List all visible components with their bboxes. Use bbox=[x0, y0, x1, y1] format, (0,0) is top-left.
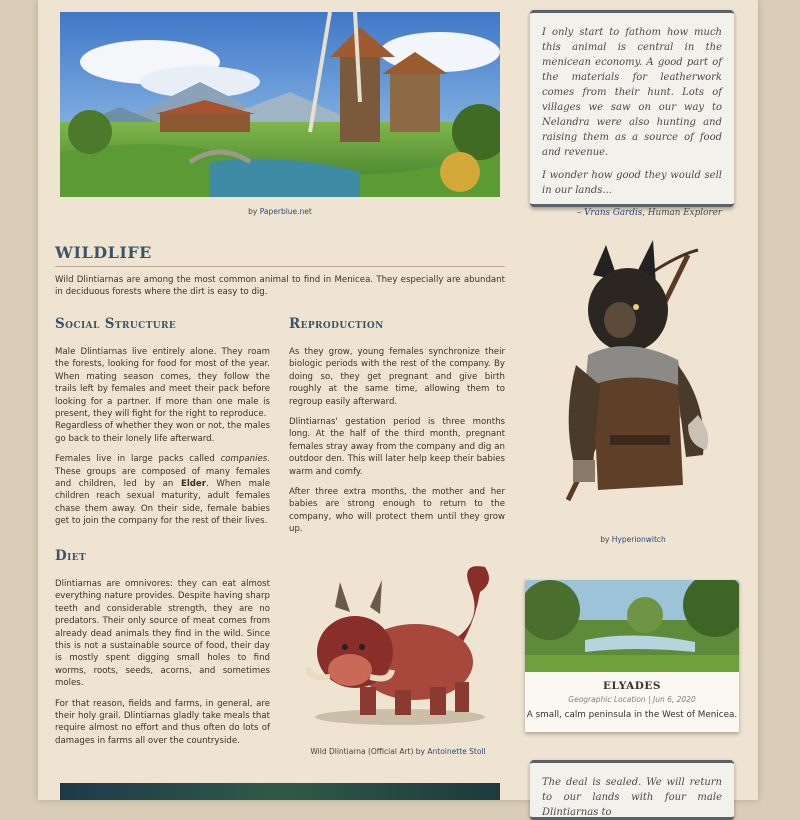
wildlife-heading: WILDLIFE bbox=[55, 243, 152, 262]
reproduction-text bbox=[289, 346, 505, 544]
reproduction-paragraph: Dlintiarnas' gestation period is three months long. At the half of the third month, pregnant females stray away from the company and dig an outdoor den. This will later help keep their babies warm and comfy. bbox=[289, 417, 505, 477]
social-structure-text bbox=[55, 346, 270, 536]
quote-author-role: , Human Explorer bbox=[642, 208, 722, 218]
bottom-banner-image bbox=[60, 783, 500, 800]
meta-separator: | bbox=[645, 695, 653, 704]
reproduction-paragraph: After three extra months, the mother and her babies are strong enough to return to the company, who will protect them until they grow up. bbox=[289, 487, 505, 535]
banner-image bbox=[60, 12, 500, 197]
bottom-quote bbox=[530, 760, 734, 820]
beast-credit-link[interactable]: Antoinette Stoll bbox=[427, 747, 486, 756]
character-caption-prefix: by bbox=[600, 535, 610, 544]
explorer-quote bbox=[530, 10, 734, 218]
character-caption bbox=[538, 535, 728, 544]
wiki-page bbox=[38, 0, 758, 818]
diet-heading: Diet bbox=[55, 548, 87, 564]
location-meta bbox=[525, 695, 739, 704]
banner-credit-link[interactable]: Paperblue.net bbox=[259, 207, 312, 216]
wild-dlintiarna-illustration bbox=[300, 552, 500, 732]
wildlife-divider bbox=[55, 266, 505, 267]
quote-author-link[interactable]: Vrans Gardis bbox=[584, 208, 643, 218]
character-illustration bbox=[538, 235, 728, 525]
quote-attr-dash: – bbox=[576, 208, 582, 218]
diet-paragraph: Dlintiarnas are omnivores: they can eat almost everything nature provides. Despite having sharp teeth and considerable strength, they are no predators. Their only source of meat comes from already dead animals they find in the wild. Since this is not a sustainable source of food, their day is mostly spent digging small holes to find worms, roots, seeds, acorns, and sometimes moles. bbox=[55, 579, 270, 689]
social-paragraph: Male Dlintiarnas live entirely alone. They roam the forests, looking for food for most of the year. When mating season comes, they follow the trails left by females and meet their pack before looking for a partner. If more than one male is present, they will fight for the right to reproduce. bbox=[55, 347, 270, 420]
location-description: A small, calm peninsula in the West of Menicea. bbox=[526, 710, 738, 720]
reproduction-paragraph: As they grow, young females synchronize their biologic periods with the rest of the company. By doing so, they get pregnant and give birth roughly at the same time, allowing them to regroup easily afterward. bbox=[289, 347, 505, 407]
quote-paragraph: I only start to fathom how much this animal is central in the menicean economy. A good part of the materials for leatherwork comes from their hunt. Lots of villages we saw on our way to Nelandra were also hunting and raising them as a source of food and revenue. bbox=[542, 27, 722, 158]
banner-caption bbox=[60, 207, 500, 216]
social-structure-heading: Social Structure bbox=[55, 316, 177, 332]
beast-caption bbox=[288, 747, 508, 756]
elder-term: Elder bbox=[180, 479, 206, 490]
wildlife-intro: Wild Dlintiarnas are among the most common animal to find in Menicea. They especially are abundant in deciduous forests where the dirt is easy to dig. bbox=[55, 275, 505, 298]
quote-paragraph: I wonder how good they would sell in our lands... bbox=[542, 170, 722, 196]
social-text: . When male children reach sexual maturity, adult females chase them away. On their side, female babies get to join the company for the rest of their lives. bbox=[55, 479, 270, 527]
location-title: ELYADES bbox=[603, 680, 661, 692]
location-card-image bbox=[525, 580, 739, 672]
quote-attribution bbox=[542, 206, 722, 221]
beast-caption-prefix: Wild Dlintiarna (Official Art) by bbox=[310, 747, 425, 756]
character-credit-link[interactable]: Hyperionwitch bbox=[611, 535, 666, 544]
companies-term: companies bbox=[220, 454, 268, 465]
social-text: . These groups are composed of many females and children, led by an bbox=[55, 454, 270, 490]
banner-caption-prefix: by bbox=[248, 207, 258, 216]
location-type: Geographic Location bbox=[568, 695, 646, 704]
social-text: Females live in large packs called bbox=[55, 454, 221, 465]
bottom-quote-text: The deal is sealed. We will return to our lands with four male Dlintiarnas to bbox=[542, 777, 722, 818]
reproduction-heading: Reproduction bbox=[289, 316, 384, 332]
social-paragraph bbox=[55, 453, 270, 527]
location-date: Jun 6, 2020 bbox=[652, 695, 696, 704]
diet-paragraph: For that reason, fields and farms, in general, are their holy grail. Dlintiarnas gladly take meals that require almost no effort and thus often do lots of damages in farms all over the countryside. bbox=[55, 698, 270, 746]
diet-text bbox=[55, 578, 270, 755]
location-card-elyades[interactable] bbox=[525, 580, 739, 732]
social-paragraph: Regardless of whether they won or not, the males go back to their lonely life afterward. bbox=[55, 421, 271, 444]
